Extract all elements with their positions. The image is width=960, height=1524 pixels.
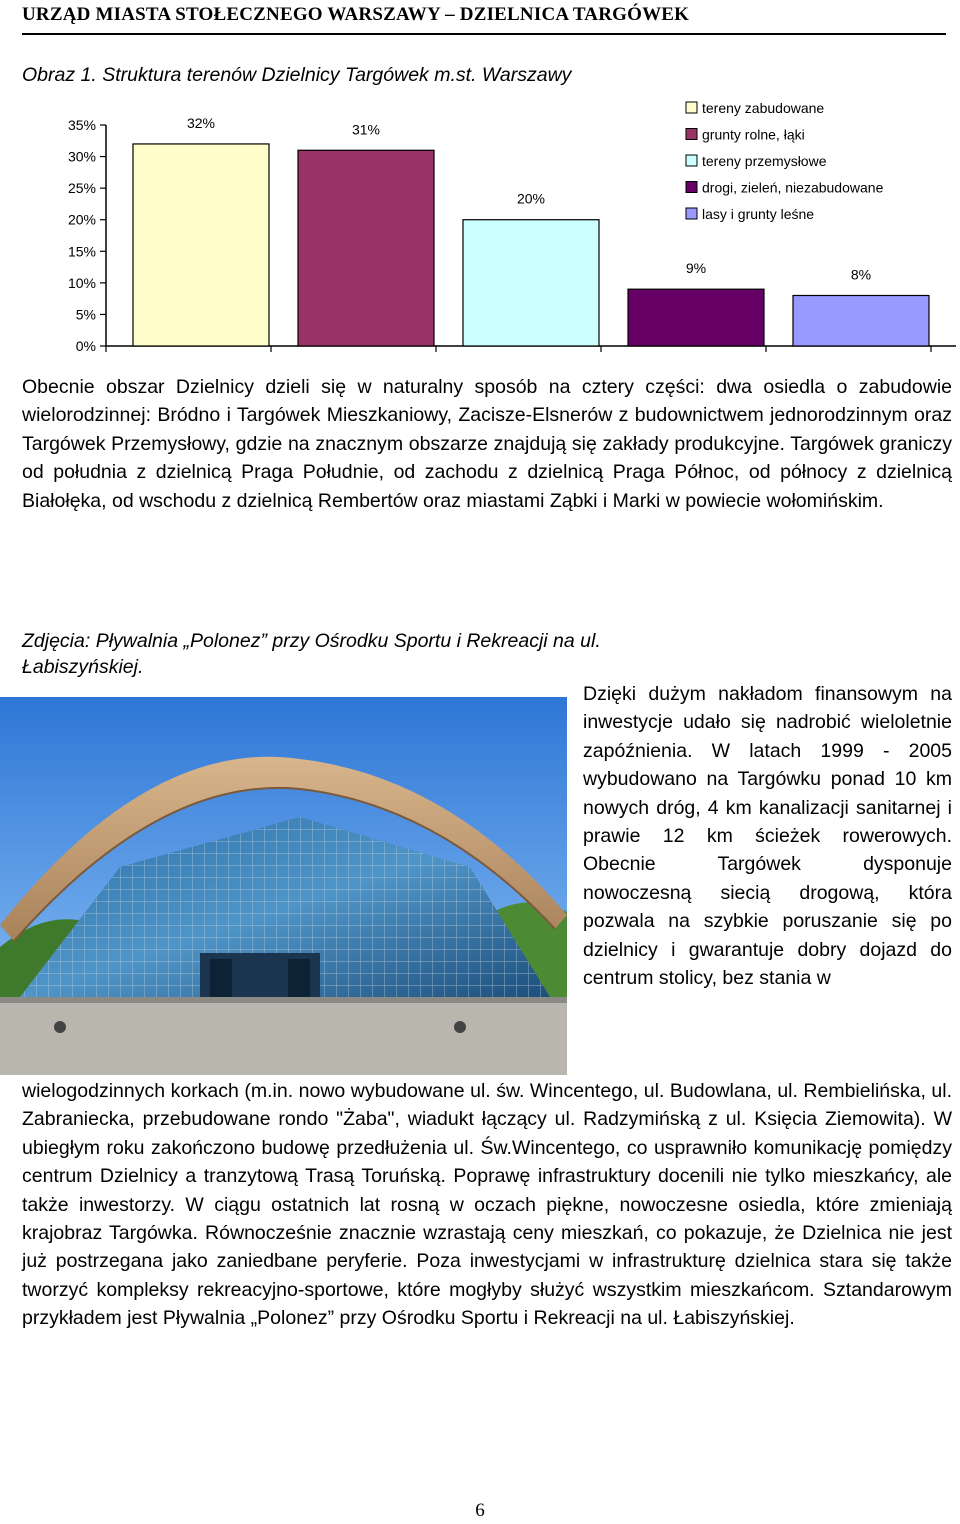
legend-swatch (686, 182, 697, 193)
page-number: 6 (475, 1500, 485, 1521)
bar-data-label: 8% (850, 266, 872, 283)
paragraph-investments-continued: wielogodzinnych korkach (m.in. nowo wybudowane ul. św. Wincentego, ul. Budowlana, ul. Rembielińska, ul. Zabraniecka, przebudowane rondo "Żaba", wiadukt łączący ul. Radzymińską z ul. Księcia Ziemowita). W ubiegłym roku zakończono budowę przedłużenia ul. Św.Wincentego, co usprawniło komunikację pomiędzy centrum Dzielnicy a tranzytową Trasą Toruńską. Poprawę infrastruktury docenili nie tylko mieszkańcy, ale także inwestorzy. W ciągu ostatnich lat rosną w oczach piękne, nowoczesne osiedla, które zmieniają krajobraz Targówka. Równocześnie znacznie wzrastają ceny mieszkań, co pokazuje, że Dzielnica nie jest już postrzegana jako zaniedbane peryferie. Poza inwestycjami w infrastrukturę dzielnica stara się także tworzyć kompleksy rekreacyjno-sportowe, które mogłyby służyć wszystkim mieszkańcom. Sztandarowym przykładem jest Pływalnia „Polonez” przy Ośrodku Sportu i Rekreacji na ul. Łabiszyńskiej. (22, 1080, 952, 1330)
photo-caption: Zdjęcia: Pływalnia „Polonez” przy Ośrodku Sportu i Rekreacji na ul. Łabiszyńskiej. (22, 630, 601, 678)
land-structure-chart (0, 90, 960, 360)
legend-swatch (686, 155, 697, 166)
y-tick-label: 15% (67, 243, 96, 260)
y-tick-label: 10% (67, 274, 96, 291)
bar-5 (793, 295, 929, 346)
bar-data-label: 20% (516, 190, 546, 207)
bar-data-label: 9% (685, 260, 707, 277)
legend-label: tereny przemysłowe (702, 153, 827, 169)
document-header: URZĄD MIASTA STOŁECZNEGO WARSZAWY – DZIELNICA TARGÓWEK (22, 4, 690, 25)
y-tick-label: 5% (75, 306, 96, 323)
legend-label: tereny zabudowane (702, 100, 825, 116)
paragraph-districts: Obecnie obszar Dzielnicy dzieli się w naturalny sposób na cztery części: dwa osiedla o zabudowie wielorodzinnej: Bródno i Targówek Mieszkaniowy, Zacisze-Elsnerów z budownictwem jednorodzinnym oraz Targówek Przemysłowy, gdzie na znacznym obszarze znajdują się zakłady produkcyjne. Targówek graniczy od południa z dzielnicą Praga Południe, od zachodu z dzielnicą Praga Północ, od północy z dzielnicą Białołęka, od wschodu z dzielnicą Rembertów oraz miastami Ząbki i Marki w powiecie wołomińskim. (22, 376, 952, 512)
legend-label: grunty rolne, łąki (702, 126, 805, 143)
legend-label: lasy i grunty leśne (702, 206, 815, 222)
y-tick-label: 30% (67, 148, 96, 165)
y-tick-label: 0% (75, 338, 96, 354)
legend-swatch (686, 208, 697, 219)
header-rule (22, 33, 946, 35)
swimming-pool-photo (0, 697, 567, 1075)
y-tick-label: 25% (67, 180, 96, 197)
legend-swatch (686, 129, 697, 140)
paragraph-investments-side: Dzięki dużym nakładom finansowym na inwestycje udało się nadrobić wieloletnie zapóźnienia. W latach 1999 - 2005 wybudowano na Targówku ponad 10 km nowych dróg, 4 km kanalizacji sanitarnej i prawie 12 km ścieżek rowerowych. Obecnie Targówek dysponuje nowoczesną siecią drogową, która pozwala na szybkie poruszanie się po dzielnicy i gwarantuje dobry dojazd do centrum stolicy, bez stania w (583, 683, 952, 990)
legend-swatch (686, 102, 697, 113)
figure-caption: Obraz 1. Struktura terenów Dzielnicy Targówek m.st. Warszawy (22, 64, 572, 86)
bar-data-label: 31% (351, 121, 381, 138)
bar-3 (463, 220, 599, 346)
y-tick-label: 35% (67, 117, 96, 133)
legend-label: drogi, zieleń, niezabudowane (702, 179, 884, 196)
bar-4 (628, 289, 764, 346)
y-tick-label: 20% (67, 211, 96, 228)
bar-1 (133, 144, 269, 346)
bar-data-label: 32% (186, 114, 216, 131)
bar-2 (298, 150, 434, 346)
